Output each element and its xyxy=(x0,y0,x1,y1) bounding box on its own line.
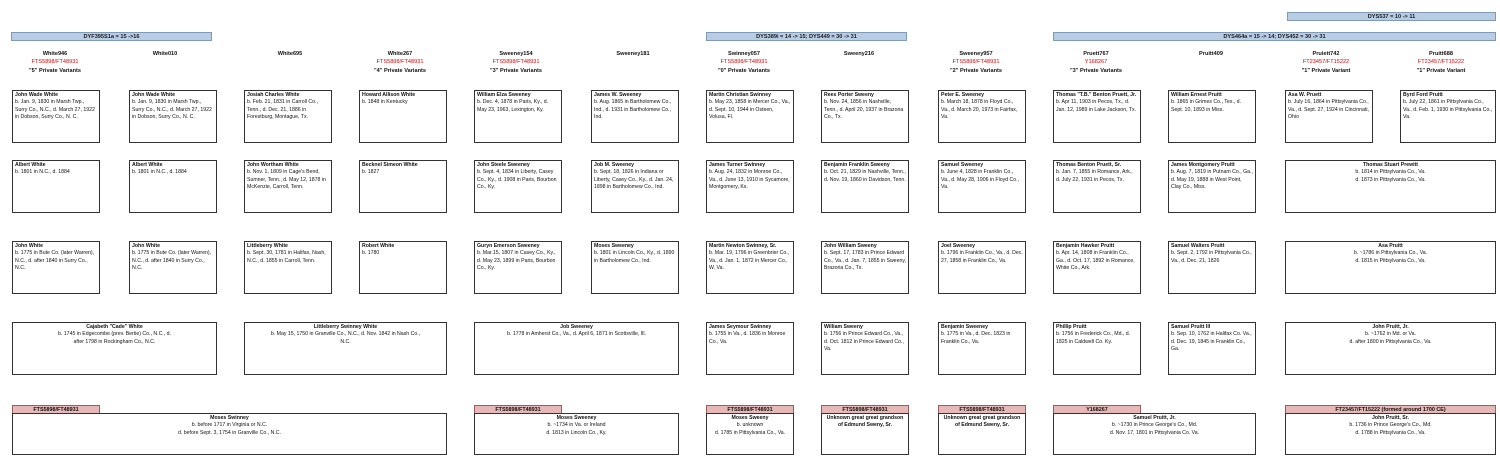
snp-banner-middle: DYS389i = 14 -> 15; DYS449 = 30 -> 31 xyxy=(706,32,907,41)
column-header: Pruitt688 FT23457/FT15222 "1" Private Variant xyxy=(1416,51,1466,74)
person-card: Job M. Sweeney b. Sept. 18, 1826 in Indiana or Liberty, Casey Co., Ky., d. Jan. 24, 1898 in Bartholomew Co., Ind. xyxy=(591,160,679,213)
column-header: Swinney057 FTS5898/FT48931 "0" Private Variants xyxy=(718,51,770,74)
snp-tag: FTS5898/FT48931 xyxy=(706,405,794,414)
person-card: Littleberry Swinney White b. May 15, 1750 in Granville Co., N.C., d. Nov. 1842 in Nash Co., N.C. xyxy=(244,322,447,375)
person-card: Benjamin Hawker Pruitt b. Apr. 14, 1808 in Franklin Co., Ga., d. Oct. 17, 1892 in Romance, White Co., Ark. xyxy=(1053,241,1141,294)
person-card: Josiah Charles White b. Feb. 21, 1831 in Carroll Co., Tenn., d. Dec. 21, 1886 in Forestburg, Montague, Tx. xyxy=(244,90,332,143)
person-card: Guryn Emerson Sweeney b. Mar.15, 1807 in Casey Co., Ky., d. May 23, 1899 in Paris, Bourbon Co., Ky. xyxy=(474,241,562,294)
person-card: Robert White b. 1780 xyxy=(359,241,447,294)
snp-tag: FTS5898/FT48931 xyxy=(474,405,562,414)
person-card: William Sweeny b. 1756 in Prince Edward Co., Va., d. Oct. 1812 in Prince Edward Co., Va. xyxy=(821,322,909,375)
person-card: Thomas "T.B." Benton Pruett, Jr. b. Apr 11, 1903 in Pecos, Tx., d. Jan. 12, 1989 in Lake Jackson, Tx. xyxy=(1053,90,1141,143)
person-card: Moses Swinney b. before 1717 in Virginia or N.C. d. before Sept. 3, 1754 in Granville Co., N.C. xyxy=(12,413,447,455)
person-card: John White b. 1775 in Bute Co. (later Warren), N.C., d. after 1840 in Surry Co., N.C. xyxy=(129,241,217,294)
snp-tag: Y168267 xyxy=(1053,405,1141,414)
column-header: Pruitt409 xyxy=(1199,51,1223,57)
person-card: Moses Sweeney b. ~1734 in Va. or Ireland d. 1813 in Lincoln Co., Ky. xyxy=(474,413,679,455)
snp-banner-right: DYS464a = 15 -> 14; DYS452 = 30 -> 31 xyxy=(1053,32,1496,41)
person-card: Byrd Ford Pruitt b. July 22, 1861 in Pittsylvania Co., Va., d. Feb. 1, 1930 in Pittsylvania Co., Va. xyxy=(1400,90,1496,143)
snp-tag: FTS5898/FT48931 xyxy=(938,405,1026,414)
snp-tag: FTS5898/FT48931 xyxy=(12,405,100,414)
person-card: John William Sweeny b. Sept. 17, 1783 in Prince Edward Co., Va., d. Jan. 7, 1855 in Sweeny, Brazoria Co., Tx. xyxy=(821,241,909,294)
person-card: John Wade White b. Jan. 9, 1830 in Marsh Twp., Surry Co., N.C., d. March 27, 1922 in Dobson, Surry Co., N. C. xyxy=(12,90,100,143)
snp-tag: FT23457/FT15222 (formed around 1700 CE) xyxy=(1285,405,1496,414)
person-card: Benjamin Franklin Sweeny b. Oct. 21, 1829 in Nashville, Tenn., d. Nov. 19, 1860 in Davidson, Tenn. xyxy=(821,160,909,213)
person-card: Howard Allison White b. 1848 in Kentucky xyxy=(359,90,447,143)
person-card: Asa W. Pruett b. July 16, 1864 in Pittsylvania Co., Va., d. Sept. 27, 1924 in Cincinnati, Ohio xyxy=(1285,90,1373,143)
person-card: John Wade White b. Jan. 9, 1830 in Marsh Twp., Surry Co., N.C., d. March 27, 1922 in Dobson, Surry Co., N. C. xyxy=(129,90,217,143)
person-card: Peter E. Sweeney b. March 18, 1878 in Floyd Co., Va., d. March 20, 1973 in Fairfax, Va. xyxy=(938,90,1026,143)
person-card: Samuel Walters Pruitt b. Sept. 2, 1792 in Pittsylvania Co., Va., d. Dec. 21, 1826 xyxy=(1168,241,1256,294)
person-card: Samuel Pruitt III b. Sep. 10, 1762 in Halifax Co. Va., d. Dec. 19, 1845 in Franklin Co., Ga. xyxy=(1168,322,1256,375)
person-card: Littleberry White b. Sept. 30, 1781 in Halifax, Nash, N.C., d. 1855 in Carroll, Tenn. xyxy=(244,241,332,294)
person-card: Rees Porter Sweeny b. Nov. 24, 1856 in Nashville, Tenn., d. April 20, 1937 in Brazoria Co., Tx. xyxy=(821,90,909,143)
person-card: Cajabeth "Cade" White b. 1745 in Edgecombe (prev. Bertie) Co., N.C., d. after 1798 in Rockingham Co., N.C. xyxy=(12,322,217,375)
person-card: Unknown great great grandson of Edmund Sweny, Sr. xyxy=(821,413,909,455)
person-card: Becknel Simeon White b. 1827 xyxy=(359,160,447,213)
person-card: Albert White b. 1801 in N.C., d. 1884 xyxy=(12,160,100,213)
person-card: James W. Sweeney b. Aug. 1865 in Bartholomew Co., Ind., d. 1931 in Bartholomew Co., Ind. xyxy=(591,90,679,143)
person-card: Thomas Stuart Prewitt b. 1814 in Pittsylvania Co., Va. d. 1873 in Pittsylvania Co., Va. xyxy=(1285,160,1496,213)
person-card: Martin Christian Swinney b. May 23, 1858 in Mercer Co., Va., d. Sept. 10, 1944 in Osteen, Volusa, Fl. xyxy=(706,90,794,143)
column-header: Pruiett742 FT23457/FT15222 "1" Private Variant xyxy=(1301,51,1351,74)
person-card: Job Sweeney b. 1778 in Amherst Co., Va., d. April 6, 1871 in Scottsville, Ill. xyxy=(474,322,679,375)
person-card: John Pruitt, Sr. b. 1736 in Prince George's Co., Md. d. 1788 in Pittsylvania Co., Va. xyxy=(1285,413,1496,455)
snp-banner-top-right: DYS537 = 10 -> 11 xyxy=(1287,12,1496,21)
person-card: Martin Newton Swinney, Sr. b. Mar. 19, 1796 in Greenbrier Co., Va., d. Jan. 1, 1872 in Mercer Co., W. Va. xyxy=(706,241,794,294)
person-card: John White b. 1775 in Bute Co. (later Warren), N.C., d. after 1840 in Surry Co., N.C. xyxy=(12,241,100,294)
column-header: White267 FTS5898/FT48931 "4" Private Variants xyxy=(374,51,426,74)
column-header: Sweeney181 xyxy=(616,51,650,57)
column-header: Sweeney154 FTS5898/FT48931 "3" Private Variants xyxy=(490,51,542,74)
person-card: John Pruitt, Jr. b. ~1762 in Md. or Va. d. after 1800 in Pittsylvania Co., Va. xyxy=(1285,322,1496,375)
column-header: White946 FTS5898/FT48931 "5" Private Variants xyxy=(29,51,81,74)
person-card: Samuel Sweeney b. June 4, 1828 in Franklin Co., Va., d. May 28, 1906 in Floyd Co., Va. xyxy=(938,160,1026,213)
person-card: James Turner Swinney b. Aug. 24, 1832 in Monroe Co., Va., d. June 13, 1910 in Sycamore, Montgomery, Ks. xyxy=(706,160,794,213)
person-card: Benjamin Sweeney b. 1775 in Va., d. Dec. 1823 in Franklin Co., Va. xyxy=(938,322,1026,375)
person-card: Phillip Pruitt b. 1756 in Frederick Co., Md., d. 1825 in Caldwell Co. Ky. xyxy=(1053,322,1141,375)
person-card: William Elza Sweeney b. Dec. 4, 1878 in Paris, Ky., d. May 23, 1963, Lexington, Ky. xyxy=(474,90,562,143)
person-card: Asa Pruitt b. ~1786 in Pittsylvania Co., Va. d. 1815 in Pittsylvania Co., Va. xyxy=(1285,241,1496,294)
person-card: John Wortham White b. Nov. 1, 1809 in Cage's Bend, Sumner, Tenn., d. May 12, 1878 in McKenzie, Carroll, Tenn. xyxy=(244,160,332,213)
column-header: White695 xyxy=(277,51,303,57)
snp-banner-left: DYF395S1a = 15 ->16 xyxy=(11,32,212,41)
person-card: Joel Sweeney b. 1796 in Franklin Co., Va., d. Dec. 27, 1858 in Franklin Co., Va. xyxy=(938,241,1026,294)
person-card: Samuel Pruitt, Jr. b. ~1730 in Prince George's Co., Md. d. Nov. 17, 1801 in Pittsylvania Co. Va. xyxy=(1053,413,1256,455)
person-card: Albert White b. 1801 in N.C., d. 1884 xyxy=(129,160,217,213)
person-card: James Montgomery Pruitt b. Aug. 7, 1819 in Putnam Co., Ga., d. May 19, 1888 in West Point, Clay Co., Miss. xyxy=(1168,160,1256,213)
column-header: Sweeney957 FTS5898/FT48931 "2" Private Variants xyxy=(950,51,1002,74)
column-header: Pruett767 Y168267 "3" Private Variants xyxy=(1070,51,1122,74)
person-card: William Ernest Pruitt b. 1865 in Grimes Co., Tex., d. Sept. 10, 1893 in Miss. xyxy=(1168,90,1256,143)
person-card: Unknown great great grandson of Edmund Sweny, Sr. xyxy=(938,413,1026,455)
person-card: James Seymour Swinney b. 1755 in Va., d. 1836 in Monroe Co., Va. xyxy=(706,322,794,375)
column-header: Sweeny216 xyxy=(843,51,875,57)
column-header: White010 xyxy=(152,51,178,57)
snp-tag: FTS5898/FT48931 xyxy=(821,405,909,414)
person-card: John Steele Sweeney b. Sept. 4, 1834 in Liberty, Casey Co., Ky., d. 1908 in Paris, Bourbon Co., Ky. xyxy=(474,160,562,213)
person-card: Moses Sweeny b. unknown d. 1785 in Pittsylvania Co., Va. xyxy=(706,413,794,455)
person-card: Thomas Benton Pruett, Sr. b. Jan. 7, 1855 in Romance, Ark., d. July 22, 1931 in Pecos, Tx. xyxy=(1053,160,1141,213)
person-card: Moses Sweeney b. 1801 in Lincoln Co., Ky., d. 1890 in Bartholomew Co., Ind. xyxy=(591,241,679,294)
